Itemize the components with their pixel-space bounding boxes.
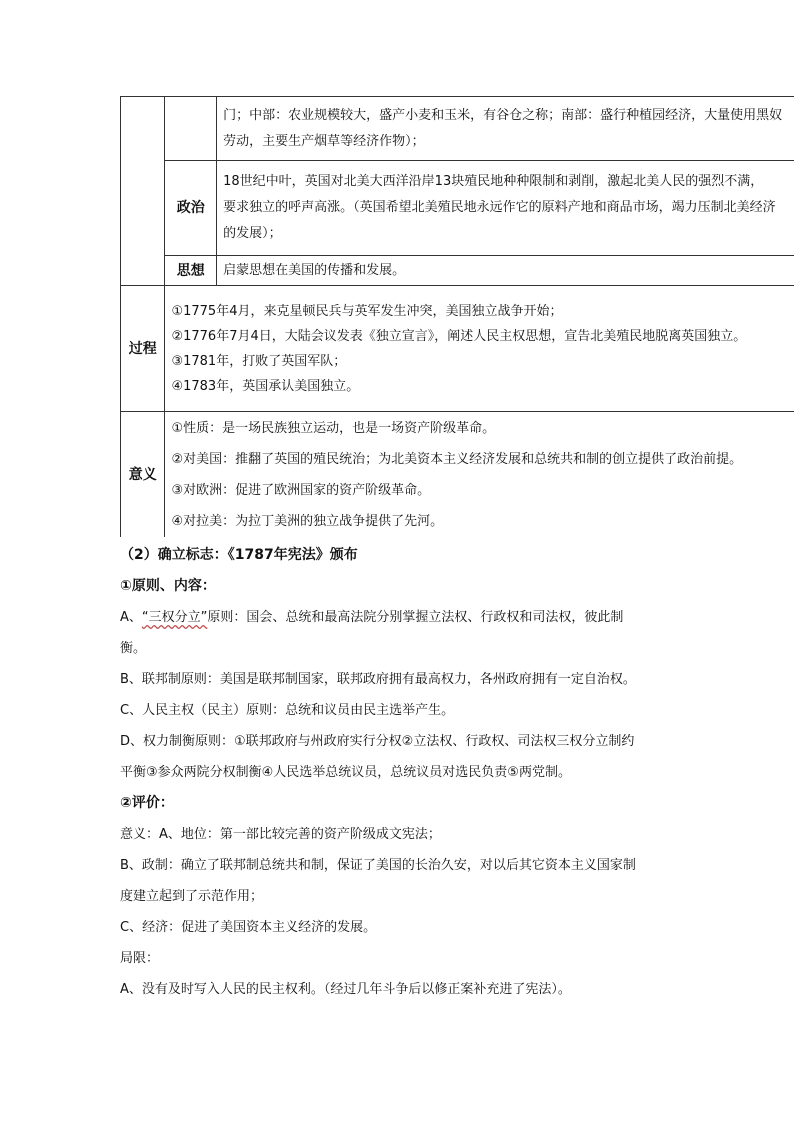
principle-d-line-2: 平衡③参众两院分权制衡④人民选举总统议员，总统议员对选民负责⑤两党制。 <box>120 765 571 780</box>
economy-line-2: 劳动，主要生产烟草等经济作物）； <box>223 133 425 149</box>
evaluation-line-1: 意义：A、地位：第一部比较完善的资产阶级成文宪法； <box>120 827 441 842</box>
politics-line-3: 的发展）； <box>223 226 282 241</box>
evaluation-line-3: 度建立起到了示范作用； <box>120 889 264 904</box>
row-process <box>121 286 794 412</box>
history-table <box>120 96 794 537</box>
evaluation-line-2: B、政制：确立了联邦制总统共和制，保证了美国的长治久安，对以后其它资本主义国家制 <box>120 858 636 873</box>
politics-line-1: 18世纪中叶，英国对北美大西洋沿岸13块殖民地种种限制和剥削，激起北美人民的强烈不满， <box>223 174 764 189</box>
row-politics <box>121 161 794 256</box>
thought-content: 启蒙思想在美国的传播和发展。 <box>217 256 794 286</box>
significance-line-4: ④对拉美：为拉丁美洲的独立战争提供了先河。 <box>171 513 444 529</box>
politics-content-cell <box>217 161 794 256</box>
row-thought <box>121 256 794 286</box>
row-economy-cont <box>121 97 794 161</box>
constitution-section <box>120 540 690 1005</box>
politics-line-2: 要求独立的呼声高涨。（英国希望北美殖民地永远作它的原料产地和商品市场，竭力压制北美经济 <box>223 200 776 215</box>
subheading-principles: ①原则、内容： <box>120 578 216 594</box>
principle-a <box>120 602 690 633</box>
principle-b: B、联邦制原则：美国是联邦制国家，联邦政府拥有最高权力，各州政府拥有一定自治权。 <box>120 672 636 687</box>
process-line-3: ③1781年，打败了英国军队； <box>171 353 347 369</box>
process-line-4: ④1783年，英国承认美国独立。 <box>171 378 360 394</box>
politics-label: 政治 <box>165 161 217 256</box>
limitation-line-1: A、没有及时写入人民的民主权利。（经过几年斗争后以修正案补充进了宪法）。 <box>120 982 571 997</box>
process-label: 过程 <box>121 286 165 412</box>
significance-line-3: ③对欧洲：促进了欧洲国家的资产阶级革命。 <box>171 482 431 498</box>
economy-label-cell <box>165 97 217 161</box>
process-line-2: ②1776年7月4日，大陆会议发表《独立宣言》，阐述人民主权思想，宣告北美殖民地脱离英国独立。 <box>171 328 747 344</box>
principle-c: C、人民主权（民主）原则：总统和议员由民主选举产生。 <box>120 703 455 718</box>
significance-line-1: ①性质：是一场民族独立运动，也是一场资产阶级革命。 <box>171 420 496 436</box>
evaluation-line-4: C、经济：促进了美国资本主义经济的发展。 <box>120 920 377 935</box>
principle-a-quote: “三权分立” <box>141 610 208 625</box>
economy-content-cell <box>217 97 794 161</box>
principle-a-cont: 衡。 <box>120 641 147 656</box>
principle-a-rest: 原则：国会、总统和最高法院分别掌握立法权、行政权和司法权，彼此制 <box>207 610 624 625</box>
significance-line-2: ②对美国：推翻了英国的殖民统治；为北美资本主义经济发展和总统共和制的创立提供了政治前提。 <box>171 451 743 467</box>
thought-label: 思想 <box>165 256 217 286</box>
limitation-heading: 局限： <box>120 951 160 966</box>
significance-label: 意义 <box>121 412 165 538</box>
significance-content-cell <box>165 412 794 538</box>
economy-line-1: 门；中部：农业规模较大，盛产小麦和玉米，有谷仓之称；南部：盛行种植园经济，大量使用黑奴 <box>223 107 783 123</box>
principle-d-line-1: D、权力制衡原则：①联邦政府与州政府实行分权②立法权、行政权、司法权三权分立制约 <box>120 734 635 749</box>
principle-a-prefix: A、 <box>120 610 142 625</box>
subheading-evaluation: ②评价： <box>120 795 174 811</box>
us-independence-table <box>120 96 794 537</box>
process-line-1: ①1775年4月，来克星顿民兵与英军发生冲突，美国独立战争开始； <box>171 303 563 319</box>
row-significance <box>121 412 794 538</box>
process-content-cell <box>165 286 794 412</box>
background-label-cell <box>121 97 165 286</box>
section-heading-constitution: （2）确立标志：《1787年宪法》颁布 <box>120 547 358 563</box>
